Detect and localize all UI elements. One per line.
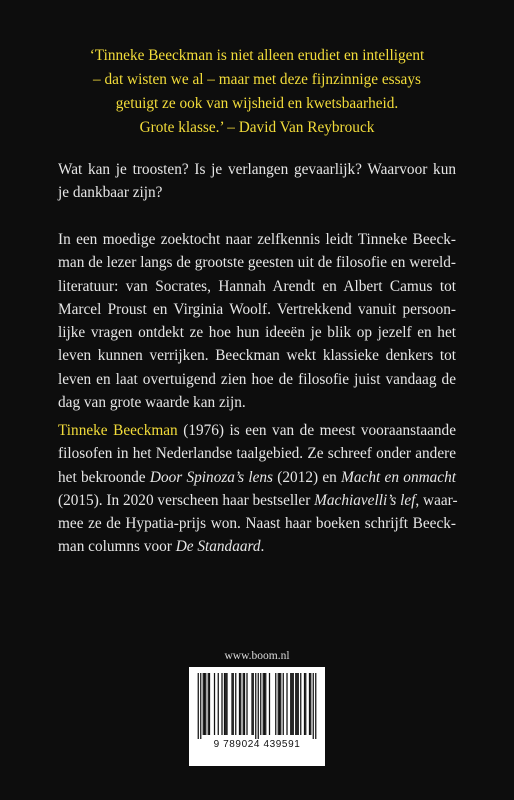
barcode-bar [293,673,294,735]
barcode-bar [208,673,209,735]
quote-line: Grote klasse.’ – David Van Reybrouck [139,119,375,136]
barcode-bar [315,673,316,739]
book-title: Door Spinoza’s lens [149,468,273,486]
book-title: Machiavelli’s lef [314,491,416,509]
barcode-bar [265,673,266,735]
barcode-bar [233,673,234,735]
description-line: leven kunnen verrijken. Beeckman wekt klassieke denkers tot [58,347,456,365]
barcode-bar [255,673,256,739]
bio-text: (2015). In 2020 verscheen haar bestseller [58,491,315,509]
barcode-bar [283,673,284,735]
barcode-bar [298,673,299,735]
bio-line [58,535,456,558]
barcode-bar [239,673,240,735]
description-line: lijke vragen ontdekt ze hoe hun ideeën je blik op jezelf en het [58,324,456,342]
bio-text: het bekroonde [58,468,150,486]
bio-text: (1976) is een van de meest vooraanstaande [177,422,456,439]
barcode-bar [204,673,205,735]
barcode-bar [310,673,311,735]
bio-text: , waar- [415,491,458,509]
barcode-bar [224,673,225,735]
barcode-bar [235,673,236,735]
barcode-bar [286,673,287,735]
description-line: leven en laat overtuigend zien hoe de filosofie juist vandaag de [58,370,456,388]
book-description [58,228,456,414]
barcode-bar [291,673,292,735]
barcode-bar [226,673,227,735]
intro-line: je dankbaar zijn? [58,184,163,202]
bio-text: man columns voor [58,538,176,556]
endorsement-quote [40,44,474,140]
barcode-bar [231,673,232,735]
barcode-bar [278,673,279,735]
intro-line: Wat kan je troosten? Is je verlangen gevaarlijk? Waarvoor kun [58,161,456,178]
intro-questions [58,158,456,205]
barcode-bar [260,673,261,735]
barcode-bar [205,673,206,735]
quote-line: – dat wisten we al – maar met deze fijnzinnige essays [93,71,421,88]
barcode-bar [218,673,219,735]
bio-text: . [260,538,265,556]
barcode-bar [243,673,244,735]
barcode-bar [240,673,241,735]
author-bio [58,419,456,559]
barcode-bar [221,673,222,735]
bio-line: mee ze de Hypatia-prijs won. Naast haar boeken schrijft Beeck- [58,515,456,533]
author-name: Tinneke Beeckman [58,422,178,439]
description-line: literatuur: van Socrates, Hannah Arendt en Albert Camus tot [58,277,456,295]
description-line: In een moedige zoektocht naar zelfkennis leidt Tinneke Beeck- [58,231,456,248]
publisher-website: www.boom.nl [224,650,290,662]
barcode-bar [290,673,291,735]
barcode-bar [225,673,226,735]
barcode-bar [200,673,201,739]
bio-line [58,489,456,512]
barcode-bar [296,673,297,735]
book-title: Macht en onmacht [341,468,456,486]
barcode-bar [203,673,204,735]
description-line: dag van grote waarde kan zijn. [58,394,246,412]
barcode-bar [305,673,306,735]
barcode-bar [279,673,280,735]
bio-line [58,419,456,442]
isbn-number: 9 789024 439591 [213,739,301,750]
bio-line: filosofen in het Nederlandse taalgebied. Ze schreef onder andere [58,445,456,463]
barcode-bar [251,673,252,735]
barcode-bar [214,673,215,735]
description-line: man de lezer langs de grootste geesten uit de filosofie en wereld- [58,254,456,272]
barcode-bar [198,673,199,739]
barcode-bars [189,667,325,739]
newspaper-title: De Standaard [175,538,261,556]
barcode-bar [300,673,301,735]
barcode-bar [275,673,276,735]
isbn-barcode [189,667,325,766]
barcode-bar [209,673,210,735]
quote-line: getuigt ze ook van wijsheid en kwetsbaarheid. [115,95,399,112]
barcode-bar [269,673,270,735]
barcode-bar [258,673,259,739]
quote-line: ‘Tinneke Beeckman is niet alleen erudiet en intelligent [89,47,425,64]
barcode-bar [246,673,247,735]
barcode-bar [309,673,310,735]
bio-line [58,466,456,489]
barcode-bar [253,673,254,735]
barcode-bar [295,673,296,735]
barcode-bar [263,673,264,735]
bio-text: (2012) en [272,468,342,486]
barcode-bar [244,673,245,735]
barcode-bar [304,673,305,735]
barcode-bar [264,673,265,735]
barcode-bar [313,673,314,739]
description-line: Marcel Proust en Virginia Woolf. Vertrekkend vanuit persoon- [58,300,456,318]
barcode-bar [280,673,281,735]
